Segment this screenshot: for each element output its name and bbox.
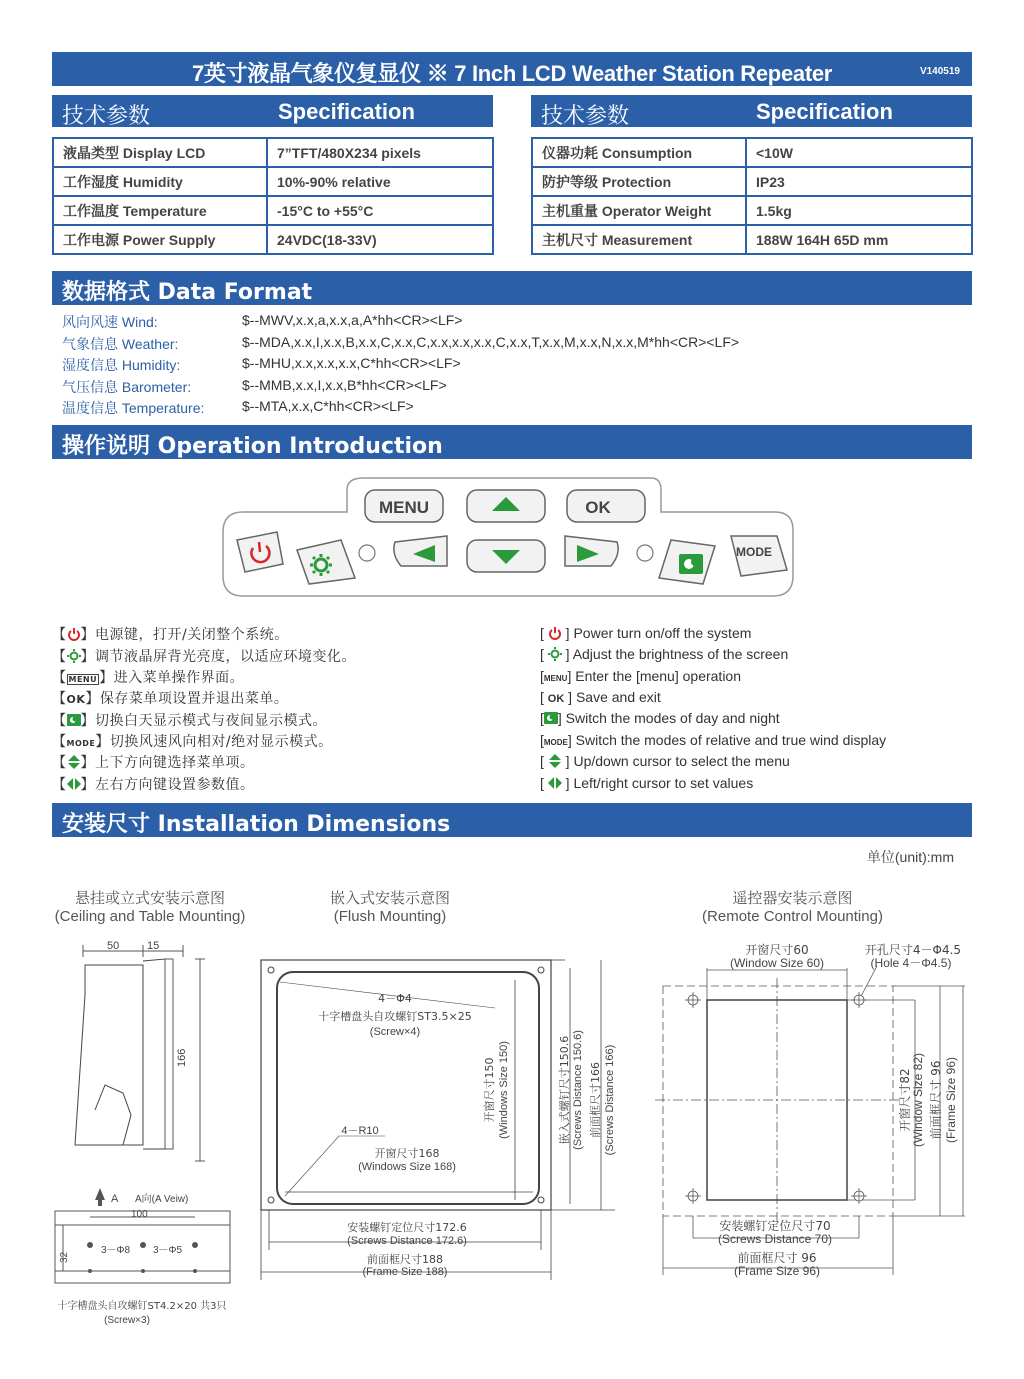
power-icon: [67, 627, 81, 641]
menu-key[interactable]: [365, 490, 443, 522]
mode-key-badge: MODE: [66, 739, 96, 748]
left-right-icon: [67, 777, 81, 791]
remote-win-h-cn: 开窗尺寸82: [898, 1068, 912, 1132]
spec-left-head-cn: 技术参数: [62, 103, 151, 128]
remote-frame-w-en: (Frame Size 96): [733, 1264, 821, 1278]
dim-166: 166: [176, 1048, 188, 1067]
spec-right-head-en: Specification: [756, 99, 893, 124]
remote-screw-w-cn: 安装螺钉定位尺寸70: [719, 1219, 831, 1233]
indicator-led-left: [359, 545, 375, 561]
spec-value: 7”TFT/480X234 pixels: [267, 138, 493, 167]
table-row: [53, 196, 493, 225]
flush-screw-h-cn: 嵌入式螺钉尺寸150.6: [558, 1035, 571, 1145]
brightness-icon: [548, 647, 562, 661]
day-night-icon: [544, 711, 558, 725]
down-key[interactable]: [467, 540, 545, 572]
spec-value: 24VDC(18-33V): [267, 225, 493, 254]
list-item: [ ] Up/down cursor to select the menu: [540, 753, 790, 769]
spec-value: 10%-90% relative: [267, 167, 493, 196]
list-item: 【 】上下方向键选择菜单项。: [52, 755, 255, 771]
dim-32: 32: [59, 1251, 70, 1263]
list-item: 【 】调节液晶屏背光亮度，以适应环境变化。: [52, 649, 356, 665]
page-title: 7英寸液晶气象仪复显仪 ※ 7 Inch LCD Weather Station Repeater: [191, 61, 833, 86]
list-item: 【 】切换白天显示模式与夜间显示模式。: [52, 713, 327, 729]
spec-label: 防护等级 Protection: [532, 167, 746, 196]
installation-header: [52, 803, 972, 837]
view-arrow-label: A: [111, 1193, 119, 1205]
menu-key-badge: MENU: [68, 675, 98, 684]
ceiling-caption-en: (Ceiling and Table Mounting): [54, 908, 246, 925]
op-desc-cn: 切换风速风向相对/绝对显示模式。: [109, 734, 333, 750]
format-value: $--MHU,x.x,x.x,x.x,C*hh<CR><LF>: [242, 355, 461, 371]
flush-screw-en: (Screw×4): [369, 1026, 421, 1038]
ceiling-caption-cn: 悬挂或立式安装示意图: [74, 890, 225, 907]
flush-frame-h-cn: 前面框尺寸166: [589, 1062, 602, 1138]
right-key[interactable]: [565, 536, 618, 566]
table-row: [532, 225, 972, 254]
spec-label: 工作温度 Temperature: [53, 196, 267, 225]
remote-frame-h-en: (Frame Size 96): [944, 1056, 958, 1144]
remote-screw-w-en: (Screws Distance 70): [717, 1232, 833, 1246]
spec-left-head-en: Specification: [278, 99, 415, 124]
list-item: [MODE] Switch the modes of relative and true wind display: [540, 732, 887, 748]
flush-frame-w-en: (Frame Size 188): [362, 1266, 448, 1278]
op-desc-cn: 上下方向键选择菜单项。: [95, 755, 255, 771]
flush-frame-h-en: (Screws Distance 166): [604, 1044, 616, 1156]
remote-hole-cn: 开孔尺寸4－Φ4.5: [864, 943, 962, 957]
op-desc-en: Adjust the brightness of the screen: [572, 646, 789, 662]
up-down-icon: [67, 755, 81, 769]
format-value: $--MDA,x.x,I,x.x,B,x.x,C,x.x,C,x.x,x.x,x.x,C,x.x,T,x.x,M,x.x,N,x.x,M*hh<CR><LF>: [242, 334, 740, 350]
installation-title: 安装尺寸 Installation Dimensions: [62, 812, 451, 837]
flush-screw-w-cn: 安装螺钉定位尺寸172.6: [347, 1221, 467, 1234]
flush-screw-h-en: (Screws Distance 150.6): [572, 1030, 584, 1150]
list-item: [ ] Left/right cursor to set values: [540, 775, 754, 791]
list-item: [MENU] Enter the [menu] operation: [540, 668, 742, 684]
table-row: [53, 138, 493, 167]
dim-100: 100: [131, 1209, 148, 1220]
flush-screw-w-en: (Screws Distance 172.6): [347, 1235, 467, 1247]
remote-frame-h-cn: 前面框尺寸 96: [929, 1060, 943, 1140]
power-key[interactable]: [237, 532, 283, 572]
spec-value: <10W: [746, 138, 972, 167]
mode-key-label: MODE: [736, 545, 772, 559]
format-value: $--MTA,x.x,C*hh<CR><LF>: [242, 398, 414, 414]
list-item: 【 】左右方向键设置参数值。: [52, 777, 255, 793]
format-label: 温度信息 Temperature:: [62, 400, 205, 416]
spec-label: 液晶类型 Display LCD: [53, 138, 267, 167]
op-desc-en: Switch the modes of relative and true wind display: [575, 732, 887, 748]
remote-caption-en: (Remote Control Mounting): [702, 908, 883, 925]
flush-win-h-cn: 开窗尺寸150: [483, 1057, 496, 1123]
spec-label: 主机重量 Operator Weight: [532, 196, 746, 225]
day-night-icon: [67, 713, 81, 727]
left-right-icon: [548, 776, 562, 790]
op-desc-en: Up/down cursor to select the menu: [573, 753, 790, 769]
ceiling-mount-drawing: [45, 935, 245, 1330]
ok-key-badge: OK: [547, 693, 565, 705]
ceiling-screw-en: (Screw×3): [104, 1315, 150, 1326]
spec-label: 工作湿度 Humidity: [53, 167, 267, 196]
list-item: 【OK】保存菜单项设置并退出菜单。: [52, 691, 289, 707]
data-format-header: [52, 271, 972, 305]
dim-3-phi5: 3－Φ5: [153, 1245, 183, 1256]
ok-key[interactable]: [567, 490, 645, 522]
remote-win-w-en: (Window Size 60): [729, 956, 825, 970]
up-down-icon: [548, 754, 562, 768]
brightness-icon: [67, 649, 81, 663]
spec-value: 1.5kg: [746, 196, 972, 225]
spec-right-header: [531, 95, 972, 127]
ok-key-label: OK: [585, 498, 611, 517]
op-desc-cn: 电源键，打开/关闭整个系统。: [95, 627, 289, 643]
flush-caption: [280, 890, 500, 926]
mode-key-badge: MODE: [543, 738, 568, 747]
spec-label: 工作电源 Power Supply: [53, 225, 267, 254]
flush-caption-en: (Flush Mounting): [333, 908, 447, 925]
remote-mount-drawing: [645, 938, 975, 1283]
menu-key-badge: MENU: [543, 674, 568, 683]
menu-key-label: MENU: [378, 498, 430, 517]
list-item: [ ] Switch the modes of day and night: [540, 710, 780, 726]
flush-hole-label: 4－Φ4: [378, 992, 412, 1005]
left-key[interactable]: [394, 536, 447, 566]
spec-left-header: [52, 95, 493, 127]
format-label: 气象信息 Weather:: [62, 336, 179, 352]
spec-label: 仪器功耗 Consumption: [532, 138, 746, 167]
remote-caption: [670, 890, 915, 926]
spec-left-table: [52, 137, 494, 255]
operation-title: 操作说明 Operation Introduction: [62, 434, 443, 459]
flush-win-h-en: (Windows Size 150): [498, 1041, 510, 1139]
op-desc-en: Enter the [menu] operation: [575, 668, 742, 684]
flush-win-w-en: (Windows Size 168): [358, 1161, 456, 1173]
spec-right-head-cn: 技术参数: [541, 103, 630, 128]
flush-frame-w-cn: 前面框尺寸188: [367, 1253, 443, 1266]
spec-value: 188W 164H 65D mm: [746, 225, 972, 254]
op-desc-en: Save and exit: [575, 689, 661, 705]
op-desc-cn: 保存菜单项设置并退出菜单。: [99, 691, 289, 707]
flush-screw-cn: 十字槽盘头自攻螺钉ST3.5×25: [318, 1010, 472, 1023]
remote-win-h-en: (Window Size 82): [911, 1052, 925, 1148]
spec-value: IP23: [746, 167, 972, 196]
format-label: 气压信息 Barometer:: [62, 379, 192, 395]
op-desc-cn: 左右方向键设置参数值。: [95, 777, 255, 793]
mode-key[interactable]: [731, 536, 787, 576]
op-desc-cn: 调节液晶屏背光亮度，以适应环境变化。: [95, 649, 356, 665]
remote-caption-cn: 遥控器安装示意图: [732, 890, 853, 907]
table-row: [53, 225, 493, 254]
list-item: 【MODE】切换风速风向相对/绝对显示模式。: [52, 734, 333, 750]
format-label: 湿度信息 Humidity:: [62, 357, 181, 373]
table-row: [532, 167, 972, 196]
remote-win-w-cn: 开窗尺寸60: [745, 943, 809, 957]
up-key[interactable]: [467, 490, 545, 522]
list-item: 【 】电源键，打开/关闭整个系统。: [52, 627, 289, 643]
table-row: [53, 167, 493, 196]
day-night-icon: [679, 554, 703, 574]
dim-50: 50: [107, 940, 120, 952]
version-label: V140519: [919, 66, 960, 77]
spec-value: -15°C to +55°C: [267, 196, 493, 225]
format-value: $--MWV,x.x,a,x.x,a,A*hh<CR><LF>: [242, 312, 463, 328]
op-desc-cn: 切换白天显示模式与夜间显示模式。: [95, 713, 327, 729]
list-item: [ ] Adjust the brightness of the screen: [540, 646, 789, 662]
power-icon: [548, 626, 562, 640]
op-desc-en: Switch the modes of day and night: [565, 710, 780, 726]
title-bar: [52, 52, 972, 86]
op-desc-en: Power turn on/off the system: [573, 625, 752, 641]
indicator-led-right: [637, 545, 653, 561]
op-desc-en: Left/right cursor to set values: [573, 775, 754, 791]
spec-label: 主机尺寸 Measurement: [532, 225, 746, 254]
format-value: $--MMB,x.x,I,x.x,B*hh<CR><LF>: [242, 377, 447, 393]
flush-win-w-cn: 开窗尺寸168: [374, 1147, 440, 1160]
remote-hole-en: (Hole 4－Φ4.5): [870, 956, 952, 970]
list-item: [ ] Power turn on/off the system: [540, 625, 752, 641]
list-item: 【 MENU 】进入菜单操作界面。: [52, 670, 245, 686]
table-row: [532, 196, 972, 225]
operation-header: [52, 425, 972, 459]
remote-frame-w-cn: 前面框尺寸 96: [737, 1251, 817, 1265]
op-desc-cn: 进入菜单操作界面。: [113, 670, 245, 686]
flush-caption-cn: 嵌入式安装示意图: [329, 890, 450, 907]
spec-right-table: [531, 137, 973, 255]
dim-15: 15: [147, 940, 160, 952]
ceiling-caption: [40, 890, 260, 926]
dim-3-phi8: 3－Φ8: [101, 1245, 131, 1256]
flush-mount-drawing: [255, 950, 625, 1285]
keypad-panel: [215, 472, 805, 602]
data-format-title: 数据格式 Data Format: [62, 280, 313, 305]
ok-key-badge: OK: [66, 693, 86, 706]
unit-label: 单位(unit):mm: [866, 849, 954, 865]
ceiling-screw-cn: 十字槽盘头自攻螺钉ST4.2×20 共3只: [57, 1301, 227, 1312]
view-label: A向(A Veiw): [135, 1194, 189, 1205]
flush-radius-label: 4－R10: [341, 1125, 379, 1137]
format-label: 风向风速 Wind:: [62, 314, 158, 330]
list-item: [ OK ] Save and exit: [540, 689, 661, 705]
table-row: [532, 138, 972, 167]
